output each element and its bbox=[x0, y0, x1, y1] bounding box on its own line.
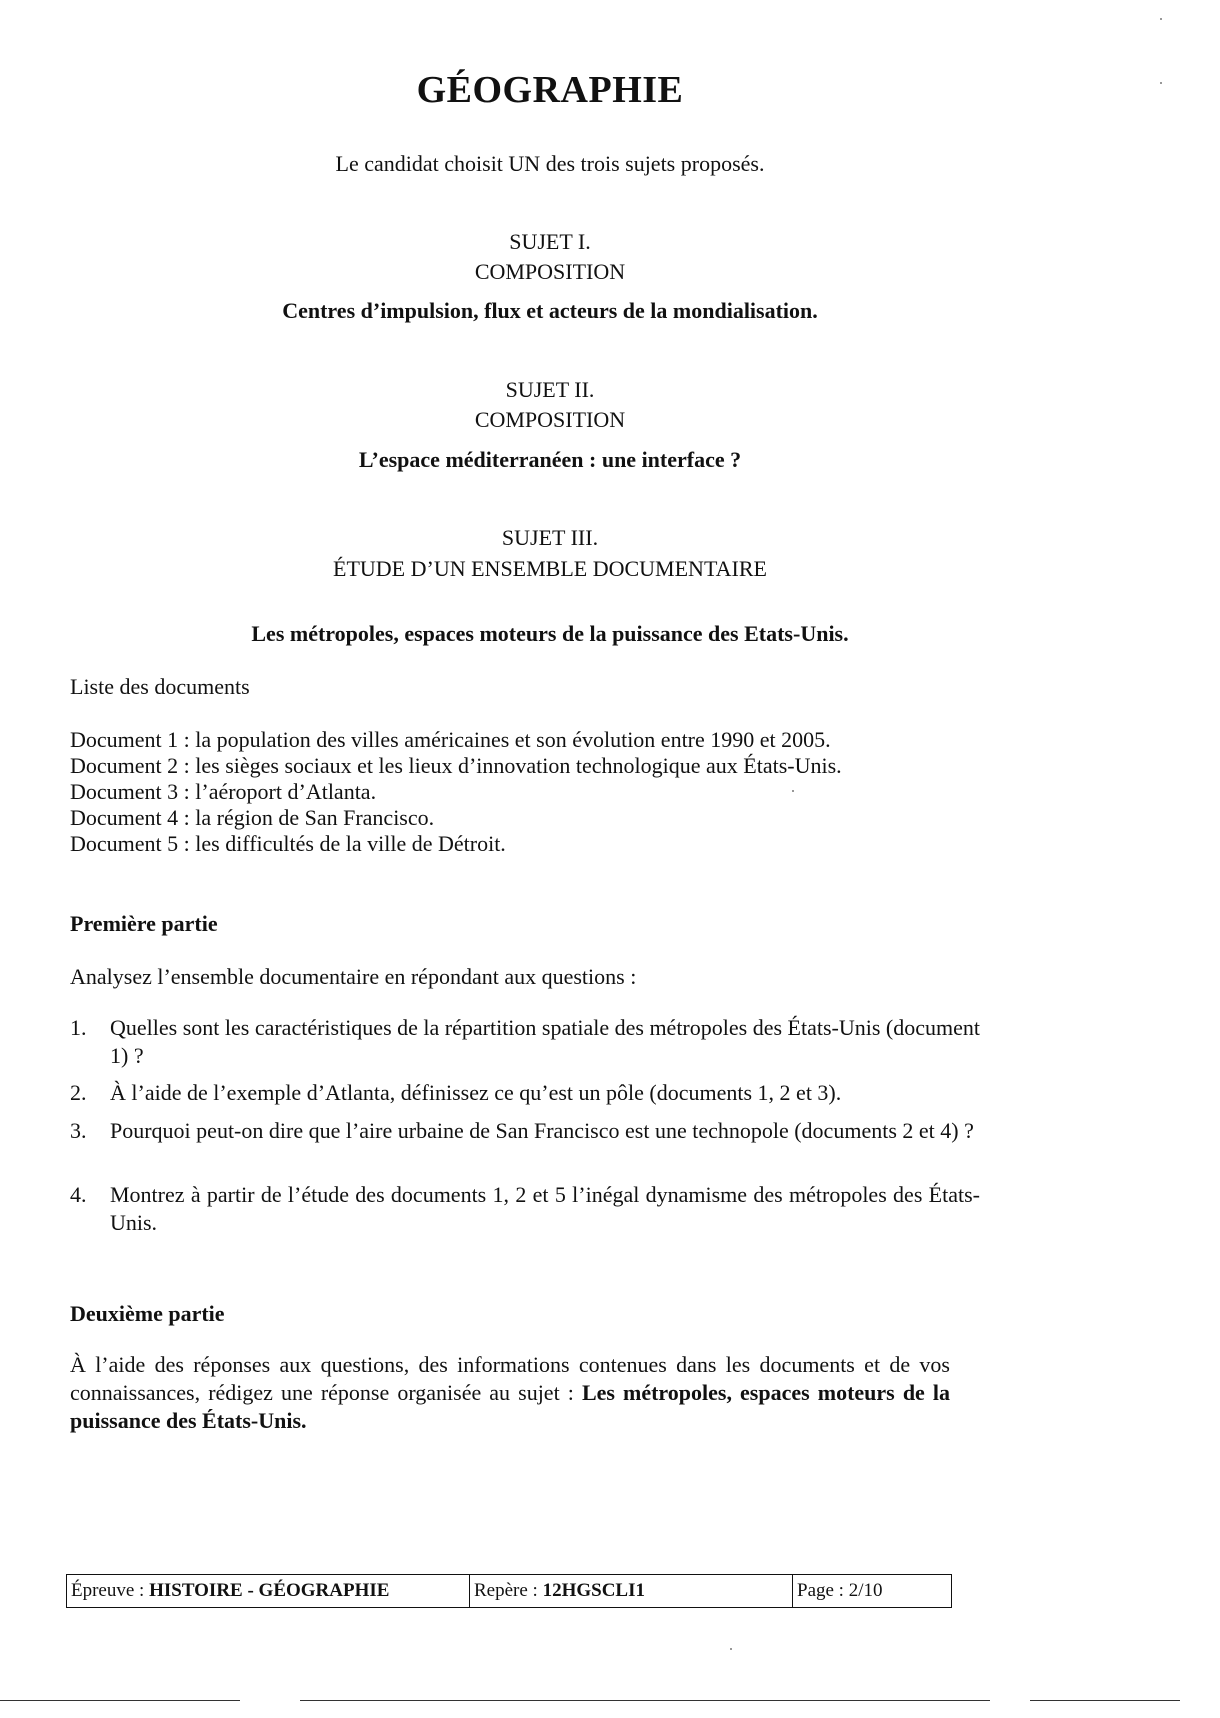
footer-epreuve-label: Épreuve : bbox=[71, 1580, 145, 1601]
footer-epreuve-value: HISTOIRE - GÉOGRAPHIE bbox=[149, 1580, 390, 1601]
question-text: Quelles sont les caractéristiques de la répartition spatiale des métropoles des États-Unis (document 1) ? bbox=[110, 1015, 980, 1068]
scan-line bbox=[0, 1700, 240, 1701]
part1-intro: Analysez l’ensemble documentaire en répondant aux questions : bbox=[70, 964, 637, 989]
documents-list bbox=[70, 727, 842, 857]
footer-repere bbox=[470, 1575, 793, 1607]
part2-heading: Deuxième partie bbox=[70, 1301, 225, 1326]
document-item: Document 3 : l’aéroport d’Atlanta. bbox=[70, 779, 377, 804]
question-number: 2. bbox=[70, 1080, 87, 1105]
footer-epreuve bbox=[67, 1575, 470, 1607]
document-item: Document 2 : les sièges sociaux et les lieux d’innovation technologique aux États-Unis. bbox=[70, 753, 842, 778]
footer-page-label: Page : 2/10 bbox=[797, 1580, 883, 1601]
subject-2-number: SUJET II. bbox=[505, 377, 595, 402]
scan-speck bbox=[1160, 18, 1162, 20]
subject-3-number: SUJET III. bbox=[501, 525, 599, 550]
subject-2-type: COMPOSITION bbox=[474, 407, 626, 432]
question-number: 1. bbox=[70, 1015, 87, 1040]
question-text: Montrez à partir de l’étude des documents 1, 2 et 5 l’inégal dynamisme des métropoles des États-Unis. bbox=[110, 1182, 980, 1235]
part1-heading: Première partie bbox=[70, 911, 218, 936]
question-text: Pourquoi peut-on dire que l’aire urbaine de San Francisco est une technopole (documents 2 et 4) ? bbox=[110, 1118, 974, 1143]
documents-heading: Liste des documents bbox=[70, 674, 250, 699]
part2-text: À l’aide des réponses aux questions, des informations contenues dans les documents et de vos connaissances, rédigez une réponse organisée au sujet : bbox=[70, 1352, 950, 1405]
scan-line bbox=[300, 1700, 990, 1701]
document-item: Document 5 : les difficultés de la ville de Détroit. bbox=[70, 831, 506, 856]
subject-1-type: COMPOSITION bbox=[474, 259, 626, 284]
question-text: À l’aide de l’exemple d’Atlanta, définissez ce qu’est un pôle (documents 1, 2 et 3). bbox=[110, 1080, 842, 1105]
subject-1-number: SUJET I. bbox=[509, 229, 591, 254]
footer-repere-label: Repère : bbox=[474, 1580, 538, 1601]
part2-subject-title: Les métropoles, espaces moteurs de la puissance des États-Unis. bbox=[70, 1380, 950, 1433]
footer-repere-value: 12HGSCLI1 bbox=[542, 1580, 645, 1601]
scan-speck bbox=[792, 790, 794, 792]
subject-2-title: L’espace méditerranéen : une interface ? bbox=[358, 447, 742, 472]
scan-speck bbox=[730, 1648, 732, 1650]
document-item: Document 1 : la population des villes américaines et son évolution entre 1990 et 2005. bbox=[70, 727, 831, 752]
footer-page bbox=[793, 1575, 951, 1607]
part2-paragraph bbox=[70, 1351, 950, 1435]
question-number: 4. bbox=[70, 1182, 87, 1207]
question-number: 3. bbox=[70, 1118, 87, 1143]
subject-3-title: Les métropoles, espaces moteurs de la puissance des Etats-Unis. bbox=[251, 621, 849, 646]
subject-3-type: ÉTUDE D’UN ENSEMBLE DOCUMENTAIRE bbox=[333, 556, 767, 581]
scan-line bbox=[1030, 1700, 1180, 1701]
instruction-text: Le candidat choisit UN des trois sujets proposés. bbox=[335, 151, 765, 176]
document-item: Document 4 : la région de San Francisco. bbox=[70, 805, 435, 830]
scan-speck bbox=[1160, 82, 1162, 84]
page-title: GÉOGRAPHIE bbox=[416, 69, 684, 111]
subject-1-title: Centres d’impulsion, flux et acteurs de la mondialisation. bbox=[282, 298, 818, 323]
footer-box bbox=[66, 1574, 952, 1608]
